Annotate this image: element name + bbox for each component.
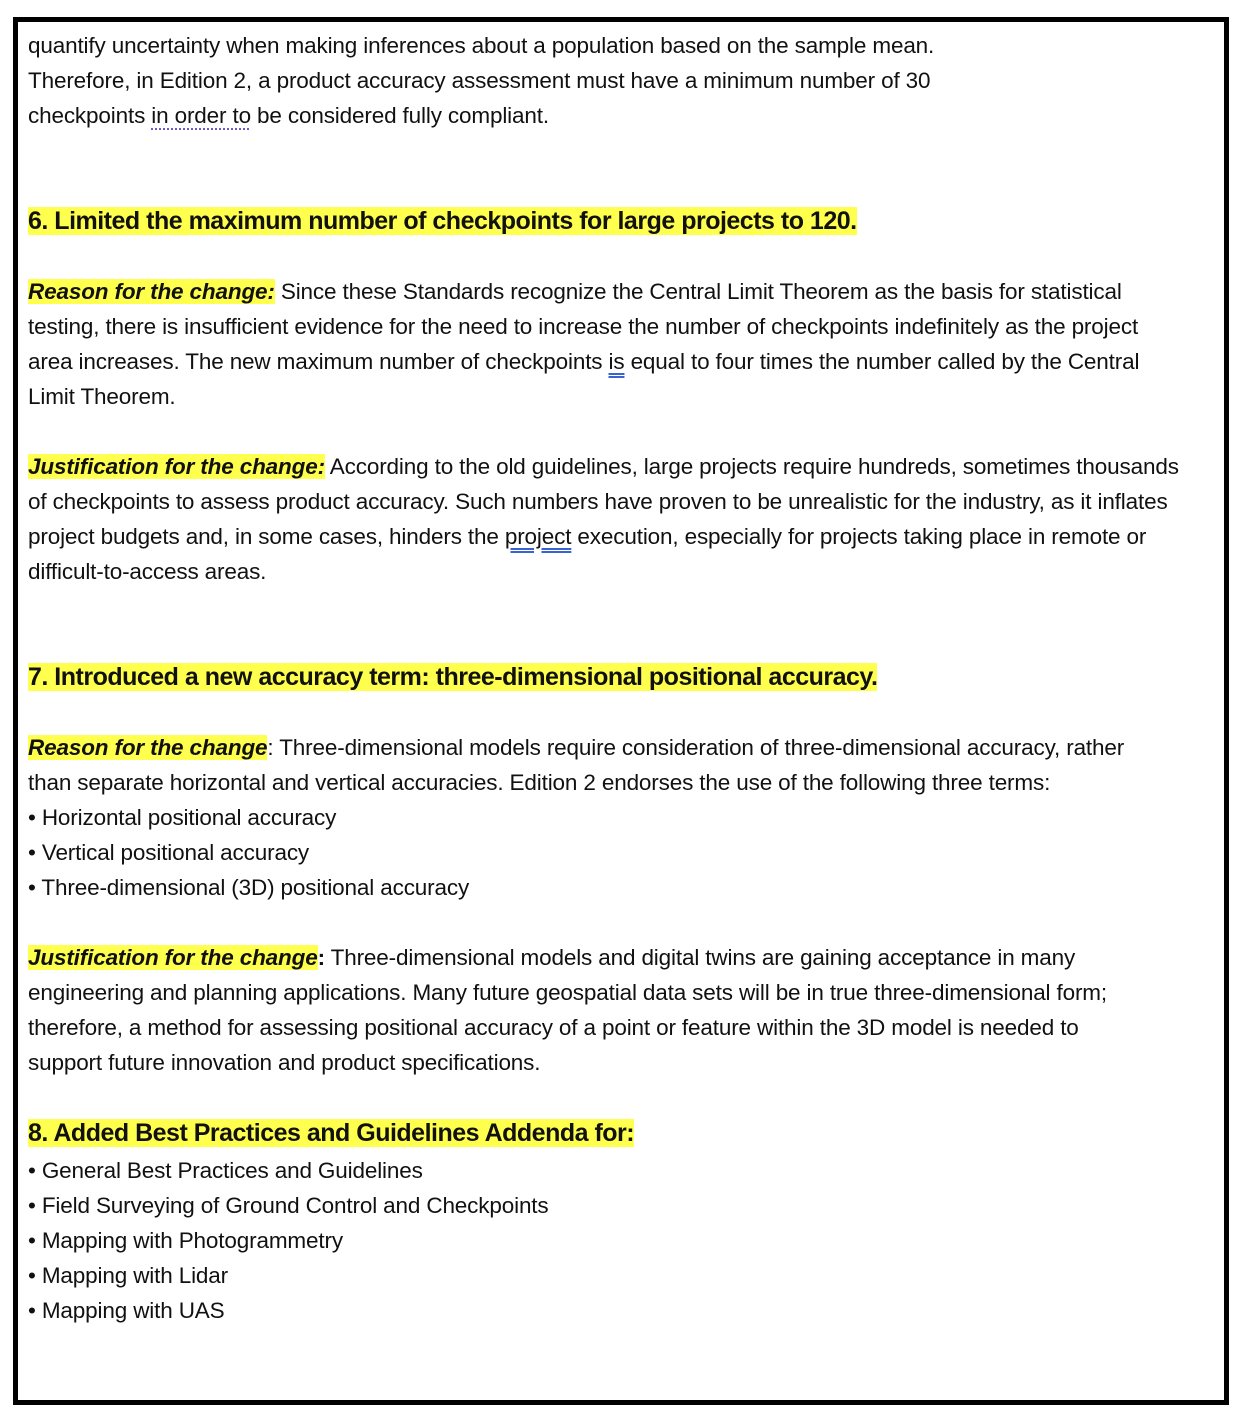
- justification-label: Justification for the change: [28, 945, 318, 970]
- list-item: • Mapping with Photogrammetry: [28, 1228, 343, 1253]
- list-item: • Three-dimensional (3D) positional accuracy: [28, 875, 470, 900]
- list-item: • Mapping with UAS: [28, 1298, 225, 1323]
- section-6-heading: [28, 201, 1208, 241]
- colon: :: [317, 945, 325, 970]
- document-body: [28, 28, 1208, 1328]
- reason-label: Reason for the change:: [28, 279, 275, 304]
- justification-text: According to the old guidelines, large projects require hundreds, sometimes thousands of checkpoints to assess product accuracy. Such numbers have proven to be unrealistic for the industry, as it inflates project budgets and, in some cases, hinders the: [28, 454, 1179, 549]
- justification-text: Three-dimensional models and digital twins are gaining acceptance in many engineering and planning applications. Many future geospatial data sets will be in true three-dimensional form; therefore, a method for assessing positional accuracy of a point or feature within the 3D model is needed to support future innovation and product specifications.: [28, 945, 1108, 1075]
- section-7-heading: [28, 657, 1208, 697]
- section-6-reason: [28, 274, 1158, 414]
- intro-line-1: quantify uncertainty when making inferences about a population based on the sample mean.: [28, 33, 935, 58]
- grammar-flag[interactable]: is: [608, 349, 625, 374]
- grammar-flag[interactable]: in order to: [151, 103, 251, 128]
- section-8-heading: [28, 1113, 1208, 1153]
- justification-label: Justification for the change:: [28, 454, 325, 479]
- section-6-heading-text: 6. Limited the maximum number of checkpoints for large projects to 120.: [28, 207, 857, 235]
- document-frame: [13, 17, 1229, 1405]
- intro-paragraph: [28, 28, 1138, 133]
- intro-line-3: checkpoints: [28, 103, 152, 128]
- justification-text-end: execution, especially for projects taking place in remote or difficult-to-access areas.: [28, 524, 1147, 584]
- addenda-list: [28, 1153, 1208, 1328]
- reason-text: Since these Standards recognize the Central Limit Theorem as the basis for statistical testing, there is insufficient evidence for the need to increase the number of checkpoints indefinitely as the project area increases. The new maximum number of checkpoints: [28, 279, 1139, 374]
- list-item: • General Best Practices and Guidelines: [28, 1158, 423, 1183]
- section-8-heading-text: 8. Added Best Practices and Guidelines Addenda for:: [28, 1119, 635, 1147]
- intro-line-2: Therefore, in Edition 2, a product accuracy assessment must have a minimum number of 30: [28, 68, 931, 93]
- list-item: • Mapping with Lidar: [28, 1263, 228, 1288]
- section-7-heading-text: 7. Introduced a new accuracy term: three-dimensional positional accuracy.: [28, 663, 878, 691]
- reason-text-end: equal to four times the number called by the Central Limit Theorem.: [28, 349, 1140, 409]
- reason-label: Reason for the change: [28, 735, 268, 760]
- list-item: • Field Surveying of Ground Control and Checkpoints: [28, 1193, 549, 1218]
- grammar-flag[interactable]: project: [504, 524, 572, 549]
- intro-line-3-end: be considered fully compliant.: [250, 103, 549, 128]
- list-item: • Vertical positional accuracy: [28, 840, 310, 865]
- list-item: • Horizontal positional accuracy: [28, 805, 337, 830]
- section-7-reason: [28, 730, 1148, 800]
- section-6-justification: [28, 449, 1188, 589]
- reason-text: : Three-dimensional models require consideration of three-dimensional accuracy, rather than separate horizontal and vertical accuracies. Edition 2 endorses the use of the following three terms:: [28, 735, 1125, 795]
- accuracy-terms-list: [28, 800, 1208, 905]
- section-7-justification: [28, 940, 1158, 1080]
